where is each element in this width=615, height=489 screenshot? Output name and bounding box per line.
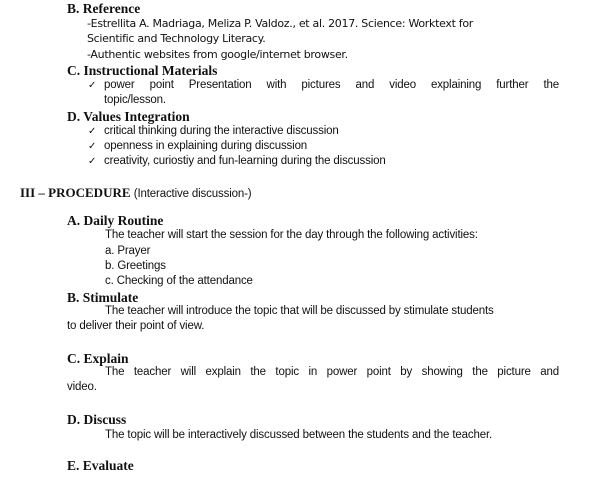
check-icon: ✓: [88, 141, 97, 152]
explain-heading: C. Explain: [67, 351, 129, 366]
routine-item: b. Greetings: [105, 260, 166, 272]
routine-item: a. Prayer: [105, 245, 151, 257]
values-heading: D. Values Integration: [67, 109, 190, 124]
materials-item-line2: topic/lesson.: [104, 94, 166, 106]
discuss-line1: The topic will be interactively discussed between the students and the teacher.: [105, 429, 493, 441]
evaluate-heading: E. Evaluate: [67, 458, 134, 473]
routine-item: c. Checking of the attendance: [105, 275, 253, 287]
materials-item-line1: power point Presentation with pictures and video explaining further the: [104, 79, 559, 91]
values-item: openness in explaining during discussion: [104, 140, 308, 152]
explain-line1: The teacher will explain the topic in power point by showing the picture and: [105, 366, 559, 378]
routine-heading: A. Daily Routine: [67, 213, 164, 228]
materials-heading: C. Instructional Materials: [67, 63, 218, 78]
reference-citation-line1: -Estrellita A. Madriaga, Meliza P. Valdoz., et al. 2017. Science: Worktext for: [87, 17, 474, 30]
discuss-heading: D. Discuss: [67, 412, 127, 427]
routine-intro: The teacher will start the session for the day through the following activities:: [105, 229, 478, 241]
procedure-title-text: III – PROCEDURE: [20, 185, 131, 200]
check-icon: ✓: [88, 156, 97, 167]
reference-websites: -Authentic websites from google/internet browser.: [87, 48, 348, 61]
explain-line2: video.: [67, 381, 97, 393]
stimulate-heading: B. Stimulate: [67, 290, 139, 305]
stimulate-line1: The teacher will introduce the topic that will be discussed by stimulate students: [105, 305, 494, 317]
reference-citation-line2: Scientific and Technology Literacy.: [87, 32, 266, 45]
check-icon: ✓: [88, 126, 97, 137]
stimulate-line2: to deliver their point of view.: [67, 320, 205, 332]
procedure-subtitle: (Interactive discussion-): [133, 188, 252, 200]
values-item: critical thinking during the interactive discussion: [104, 125, 339, 137]
reference-heading: B. Reference: [67, 1, 141, 16]
check-icon: ✓: [88, 80, 97, 91]
procedure-title: [20, 185, 251, 201]
values-item: creativity, curiostiy and fun-learning during the discussion: [104, 155, 386, 167]
